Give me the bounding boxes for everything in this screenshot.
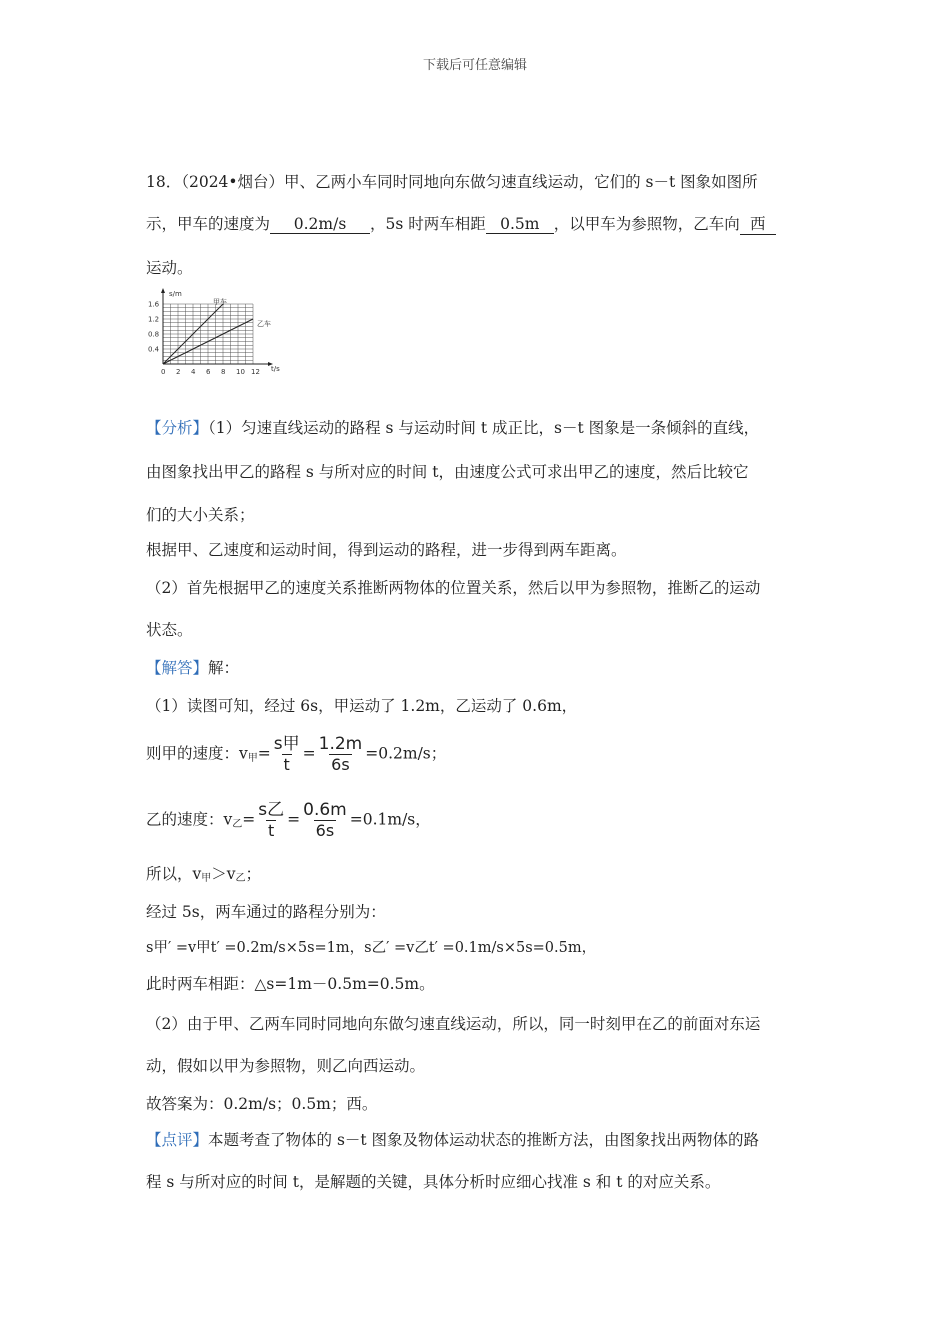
x-tick-label: 10 <box>236 368 245 376</box>
fraction-s-jia-over-t: $\frac{\text{s甲}}{t}$ <box>273 734 300 774</box>
y-axis-label: s/m <box>169 290 182 298</box>
analysis-line-4: 根据甲、乙速度和运动时间，得到运动的路程，进一步得到两车距离。 <box>146 541 627 559</box>
y-axis-arrow <box>161 288 165 293</box>
solution-line-6: s甲′ =v甲t′ =0.2m/s×5s=1m，s乙′ =v乙t′ =0.1m/s×5s=0.5m， <box>146 940 597 956</box>
comment-line-2: 程 s 与所对应的时间 t，是解题的关键，具体分析时应细心找准 s 和 t 的对应关系。 <box>146 1173 721 1191</box>
question-line-1: 18．（2024•烟台）甲、乙两小车同时同地向东做匀速直线运动，它们的 s－t 图象如图所 <box>146 173 758 191</box>
comment-tag: 【点评】 <box>146 1131 209 1149</box>
answer-blank-2: 0.5m <box>486 215 554 234</box>
fraction-s-yi-over-t: $\frac{\text{s乙}}{t}$ <box>258 800 285 840</box>
analysis-line-5: （2）首先根据甲乙的速度关系推断两物体的位置关系，然后以甲为参照物，推断乙的运动 <box>146 579 761 597</box>
page-header: 下载后可任意编辑 <box>422 58 527 73</box>
solution-line-5: 经过 5s，两车通过的路程分别为： <box>146 903 386 921</box>
series-label-jia: 甲车 <box>213 298 227 306</box>
analysis-line-3: 们的大小关系； <box>146 506 255 524</box>
solution-line-3: 乙的速度：v乙= $\frac{\text{s乙}}{t}$ = $\frac{0.6m}{6s}$ =0.1m/s， <box>146 800 431 840</box>
analysis-line-2: 由图象找出甲乙的路程 s 与所对应的时间 t，由速度公式可求出甲乙的速度，然后比较它 <box>146 463 749 481</box>
x-tick-label: 6 <box>206 368 211 376</box>
x-tick-label: 2 <box>176 368 181 376</box>
solution-tag: 【解答】 <box>146 659 209 677</box>
x-tick-label: 0 <box>161 368 166 376</box>
solution-heading: 【解答】解： <box>146 659 240 677</box>
fraction-1.2m-over-6s: $\frac{1.2m}{6s}$ <box>318 734 363 774</box>
y-tick-label: 0.4 <box>148 345 160 354</box>
solution-line-9: 动，假如以甲为参照物，则乙向西运动。 <box>146 1057 426 1075</box>
solution-line-2: 则甲的速度：v甲= $\frac{\text{s甲}}{t}$ = $\frac{1.2m}{6s}$ =0.2m/s； <box>146 734 447 774</box>
analysis-line-1: 【分析】（1）匀速直线运动的路程 s 与运动时间 t 成正比，s－t 图象是一条倾斜的直线， <box>146 419 760 437</box>
comment-line-1: 【点评】本题考查了物体的 s－t 图象及物体运动状态的推断方法，由图象找出两物体的路 <box>146 1131 760 1149</box>
chart-grid <box>163 304 253 364</box>
x-tick-label: 8 <box>221 368 226 376</box>
y-tick-label: 1.2 <box>148 315 160 324</box>
x-tick-label: 12 <box>251 368 260 376</box>
series-label-yi: 乙车 <box>257 320 271 328</box>
analysis-line-6: 状态。 <box>146 621 193 639</box>
solution-line-1: （1）读图可知，经过 6s，甲运动了 1.2m，乙运动了 0.6m， <box>146 697 578 715</box>
y-tick-label: 1.6 <box>148 300 160 309</box>
answer-blank-3: 西 <box>740 212 776 235</box>
solution-line-8: （2）由于甲、乙两车同时同地向东做匀速直线运动，所以，同一时刻甲在乙的前面对东运 <box>146 1015 761 1033</box>
x-axis-label: t/s <box>271 365 280 373</box>
fraction-0.6m-over-6s: $\frac{0.6m}{6s}$ <box>303 800 347 840</box>
solution-line-4: 所以，v甲＞v乙； <box>146 865 262 884</box>
y-tick-label: 0.8 <box>148 330 160 339</box>
solution-line-10: 故答案为：0.2m/s；0.5m；西。 <box>146 1095 378 1113</box>
s-t-chart <box>145 284 285 376</box>
answer-blank-1: 0.2m/s <box>270 215 370 234</box>
chart-ticks <box>148 301 260 377</box>
question-line-3: 运动。 <box>146 259 193 277</box>
analysis-tag: 【分析】 <box>146 419 209 437</box>
x-tick-label: 4 <box>191 368 196 376</box>
solution-line-7: 此时两车相距：△s=1m－0.5m=0.5m。 <box>146 975 435 993</box>
question-line-2: 示，甲车的速度为 0.2m/s ，5s 时两车相距 0.5m ，以甲车为参照物，乙车向 西 <box>146 212 776 235</box>
